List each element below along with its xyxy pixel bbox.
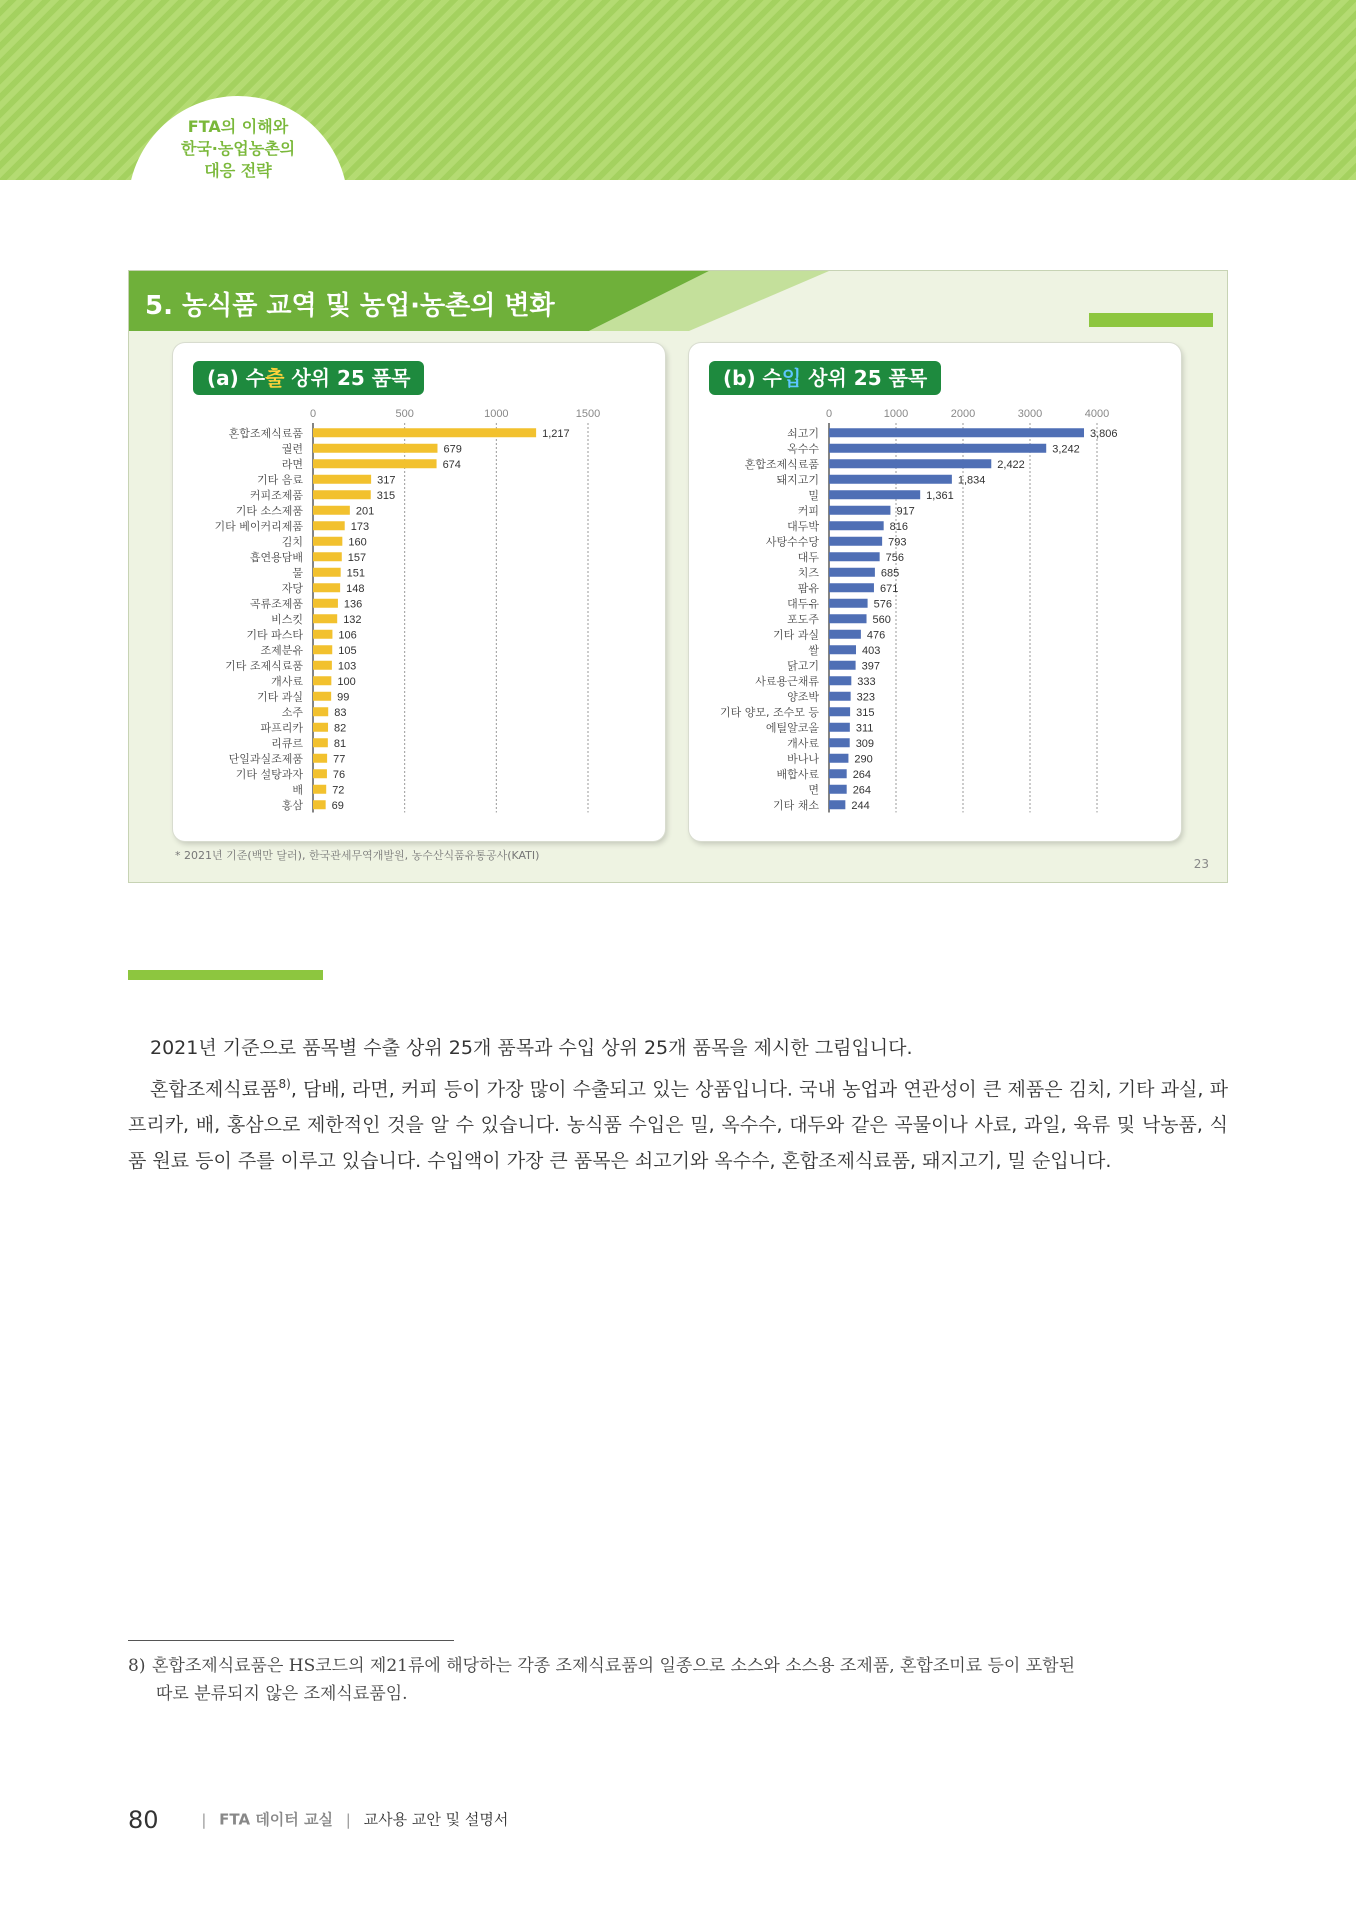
category-label: 배합사료	[776, 767, 819, 781]
category-label: 커피조제품	[249, 488, 303, 502]
value-label: 264	[852, 768, 872, 781]
category-label: 커피	[797, 504, 819, 518]
value-label: 756	[885, 551, 905, 564]
footnote-ref: 8)	[278, 1077, 291, 1091]
bar	[829, 800, 845, 809]
value-label: 576	[873, 598, 892, 611]
bar	[313, 692, 331, 701]
slide-page-number: 23	[1193, 857, 1209, 871]
footnote-number: 8)	[128, 1656, 146, 1676]
footer-subtitle: 교사용 교안 및 설명서	[363, 1810, 509, 1829]
value-label: 1,834	[957, 474, 986, 487]
slide-accent-bar	[1089, 313, 1213, 327]
value-label: 81	[333, 737, 347, 750]
category-label: 닭고기	[787, 659, 819, 673]
export-badge-prefix: (a) 수	[207, 366, 266, 390]
category-label: 사탕수수당	[765, 535, 819, 549]
category-label: 바나나	[787, 752, 819, 766]
bar	[829, 552, 880, 561]
bar	[829, 738, 850, 747]
value-label: 476	[866, 629, 886, 642]
bar	[313, 490, 371, 499]
footnote-rule	[128, 1640, 454, 1641]
category-label: 기타 파스타	[246, 628, 303, 642]
category-label: 치즈	[797, 566, 819, 580]
category-label: 기타 소스제품	[235, 504, 303, 518]
bar	[313, 521, 345, 530]
body-paragraph-2	[128, 1066, 1228, 1179]
value-label: 315	[376, 489, 396, 502]
bar	[829, 661, 856, 670]
category-label: 배	[292, 783, 303, 797]
category-label: 단일과실조제품	[228, 752, 303, 766]
bar	[829, 754, 848, 763]
bar	[313, 614, 337, 623]
category-label: 양조박	[787, 690, 819, 704]
import-chart	[689, 343, 1181, 841]
category-label: 옥수수	[787, 442, 819, 456]
footer-separator: |	[201, 1810, 207, 1829]
chapter-tab-line1: FTA의 이해와	[187, 117, 289, 136]
value-label: 201	[355, 505, 375, 518]
bar	[313, 506, 350, 515]
value-label: 76	[332, 768, 346, 781]
value-label: 1,217	[542, 427, 570, 440]
value-label: 264	[852, 784, 872, 797]
bar	[313, 630, 332, 639]
bar	[313, 583, 340, 592]
category-label: 기타 설탕과자	[235, 767, 303, 781]
import-badge-highlight: 입	[781, 366, 802, 390]
value-label: 103	[337, 660, 357, 673]
bar	[829, 645, 856, 654]
category-label: 김치	[281, 535, 303, 549]
category-label: 대두박	[787, 519, 819, 533]
value-label: 157	[347, 551, 367, 564]
category-label: 기타 양모, 조수모 등	[720, 705, 819, 719]
slide-source-note: * 2021년 기준(백만 달러), 한국관세무역개발원, 농수산식품유통공사(KATI)	[175, 849, 540, 862]
category-label: 소주	[281, 705, 303, 719]
export-badge-highlight: 출	[265, 366, 285, 390]
slide-title: 5. 농식품 교역 및 농업·농촌의 변화	[145, 291, 555, 321]
bar	[313, 444, 437, 453]
value-label: 244	[851, 799, 870, 812]
value-label: 160	[348, 536, 367, 549]
category-label: 돼지고기	[776, 473, 819, 487]
bar	[313, 738, 328, 747]
value-label: 3,806	[1090, 427, 1118, 440]
bar	[829, 769, 847, 778]
category-label: 포도주	[787, 612, 819, 626]
category-label: 흡연용담배	[249, 550, 303, 564]
bar	[829, 490, 920, 499]
category-label: 혼합조제식료품	[744, 457, 819, 471]
category-label: 기타 과실	[256, 690, 303, 704]
bar	[829, 428, 1084, 437]
value-label: 105	[338, 644, 357, 657]
category-label: 혼합조제식료품	[228, 426, 303, 440]
value-label: 685	[880, 567, 900, 580]
category-label: 팜유	[797, 581, 819, 595]
bar	[829, 785, 847, 794]
value-label: 397	[861, 660, 880, 673]
value-label: 3,242	[1052, 443, 1080, 456]
import-panel	[689, 343, 1181, 841]
bar	[829, 583, 874, 592]
footer-separator: |	[345, 1810, 351, 1829]
category-label: 궐련	[281, 442, 303, 456]
bar	[313, 475, 371, 484]
import-badge-prefix: (b) 수	[723, 366, 782, 390]
x-tick-label: 3000	[1017, 408, 1043, 420]
value-label: 671	[879, 582, 899, 595]
x-tick-label: 1000	[484, 408, 509, 420]
bar	[829, 568, 875, 577]
category-label: 대두	[797, 550, 819, 564]
slide-figure	[128, 270, 1228, 883]
x-tick-label: 0	[825, 408, 833, 420]
value-label: 83	[334, 706, 347, 719]
value-label: 333	[857, 675, 876, 688]
value-label: 69	[331, 799, 344, 812]
bar	[313, 723, 328, 732]
bar	[313, 428, 536, 437]
bar	[829, 444, 1046, 453]
value-label: 1,361	[926, 489, 954, 502]
category-label: 자당	[281, 581, 303, 595]
footer-series: FTA 데이터 교실	[219, 1810, 333, 1829]
category-label: 조제분유	[260, 643, 303, 657]
bar	[829, 521, 884, 530]
chapter-tab-line2: 한국·농업농촌의	[180, 139, 296, 158]
category-label: 대두유	[787, 597, 819, 611]
export-badge-suffix: 상위 25 품목	[284, 366, 411, 390]
value-label: 290	[854, 753, 873, 766]
value-label: 674	[442, 458, 461, 471]
footnote	[128, 1652, 1228, 1708]
body-paragraph-2-rest: , 담배, 라면, 커피 등이 가장 많이 수출되고 있는 상품입니다. 국내 농업과 연관성이 큰 제품은 김치, 기타 과실, 파프리카, 배, 홍삼으로 제한적인 것을 알 수 있습니다. 농식품 수입은 밀, 옥수수, 대두와 같은 곡물이나 사료, 과일, 육류 및 낙농품, 식품 원료 등이 주를 이루고 있습니다. 수입액이 가장 큰 품목은 쇠고기와 옥수수, 혼합조제식료품, 돼지고기, 밀 순입니다.	[128, 1078, 1228, 1173]
bar	[829, 537, 882, 546]
x-tick-label: 500	[395, 408, 414, 420]
value-label: 82	[334, 722, 347, 735]
bar	[313, 769, 327, 778]
bar	[313, 707, 328, 716]
bar	[313, 459, 437, 468]
chapter-tab-line3: 대응 전략	[204, 161, 272, 180]
category-label: 기타 음료	[256, 473, 303, 487]
category-label: 쌀	[808, 643, 819, 657]
category-label: 비스킷	[271, 612, 303, 626]
bar	[313, 785, 326, 794]
value-label: 72	[332, 784, 345, 797]
category-label: 기타 조제식료품	[225, 659, 303, 673]
value-label: 132	[343, 613, 362, 626]
category-label: 면	[808, 783, 819, 797]
bar	[829, 692, 851, 701]
bar	[829, 707, 850, 716]
value-label: 100	[337, 675, 356, 688]
value-label: 2,422	[997, 458, 1025, 471]
section-divider	[128, 970, 323, 980]
value-label: 315	[856, 706, 875, 719]
bar	[829, 459, 991, 468]
x-tick-label: 1500	[575, 408, 601, 420]
bar	[313, 599, 338, 608]
bar	[829, 599, 868, 608]
import-badge-suffix: 상위 25 품목	[801, 366, 928, 390]
category-label: 밀	[808, 488, 819, 502]
bar	[313, 568, 341, 577]
value-label: 917	[896, 505, 915, 518]
bar	[829, 676, 851, 685]
export-chart	[173, 343, 665, 841]
bar	[829, 723, 850, 732]
bar	[829, 506, 890, 515]
bar	[313, 645, 332, 654]
value-label: 560	[872, 613, 891, 626]
bar	[829, 614, 867, 623]
value-label: 793	[888, 536, 907, 549]
value-label: 106	[338, 629, 357, 642]
footnote-line1: 혼합조제식료품은 HS코드의 제21류에 해당하는 각종 조제식료품의 일종으로 소스와 소스용 조제품, 혼합조미료 등이 포함된	[152, 1656, 1076, 1676]
category-label: 물	[292, 566, 303, 580]
category-label: 개사료	[271, 674, 303, 688]
bar	[313, 754, 327, 763]
value-label: 403	[862, 644, 881, 657]
category-label: 기타 과실	[772, 628, 819, 642]
category-label: 라면	[281, 457, 303, 471]
category-label: 에틸알코올	[765, 721, 819, 735]
page-number: 80	[128, 1806, 159, 1834]
value-label: 148	[346, 582, 365, 595]
x-tick-label: 0	[309, 408, 317, 420]
body-term: 혼합조제식료품	[150, 1078, 279, 1101]
value-label: 173	[350, 520, 370, 533]
footnote-line2: 따로 분류되지 않은 조제식료품임.	[156, 1684, 408, 1704]
value-label: 311	[855, 722, 874, 735]
category-label: 홍삼	[281, 798, 303, 812]
x-tick-label: 1000	[883, 408, 909, 420]
chapter-tab	[128, 96, 348, 226]
value-label: 317	[377, 474, 396, 487]
category-label: 리큐르	[271, 736, 303, 750]
category-label: 기타 채소	[772, 798, 819, 812]
category-label: 쇠고기	[787, 426, 819, 440]
bar	[829, 630, 861, 639]
category-label: 개사료	[787, 736, 819, 750]
bar	[313, 537, 342, 546]
page-footer	[128, 1806, 508, 1834]
value-label: 77	[333, 753, 346, 766]
x-tick-label: 2000	[950, 408, 976, 420]
value-label: 679	[443, 443, 462, 456]
bar	[829, 475, 952, 484]
category-label: 파프리카	[260, 721, 303, 735]
bar	[313, 676, 331, 685]
bar	[313, 661, 332, 670]
export-panel	[173, 343, 665, 841]
value-label: 99	[337, 691, 350, 704]
category-label: 곡류조제품	[249, 597, 303, 611]
value-label: 323	[856, 691, 876, 704]
value-label: 151	[346, 567, 366, 580]
x-tick-label: 4000	[1084, 408, 1110, 420]
category-label: 사료용근채류	[755, 674, 819, 688]
value-label: 136	[343, 598, 363, 611]
body-text	[128, 1030, 1228, 1179]
bar	[313, 800, 326, 809]
category-label: 기타 베이커리제품	[214, 519, 303, 533]
value-label: 309	[855, 737, 875, 750]
value-label: 816	[889, 520, 909, 533]
bar	[313, 552, 342, 561]
body-paragraph-1: 2021년 기준으로 품목별 수출 상위 25개 품목과 수입 상위 25개 품목을 제시한 그림입니다.	[150, 1037, 913, 1059]
